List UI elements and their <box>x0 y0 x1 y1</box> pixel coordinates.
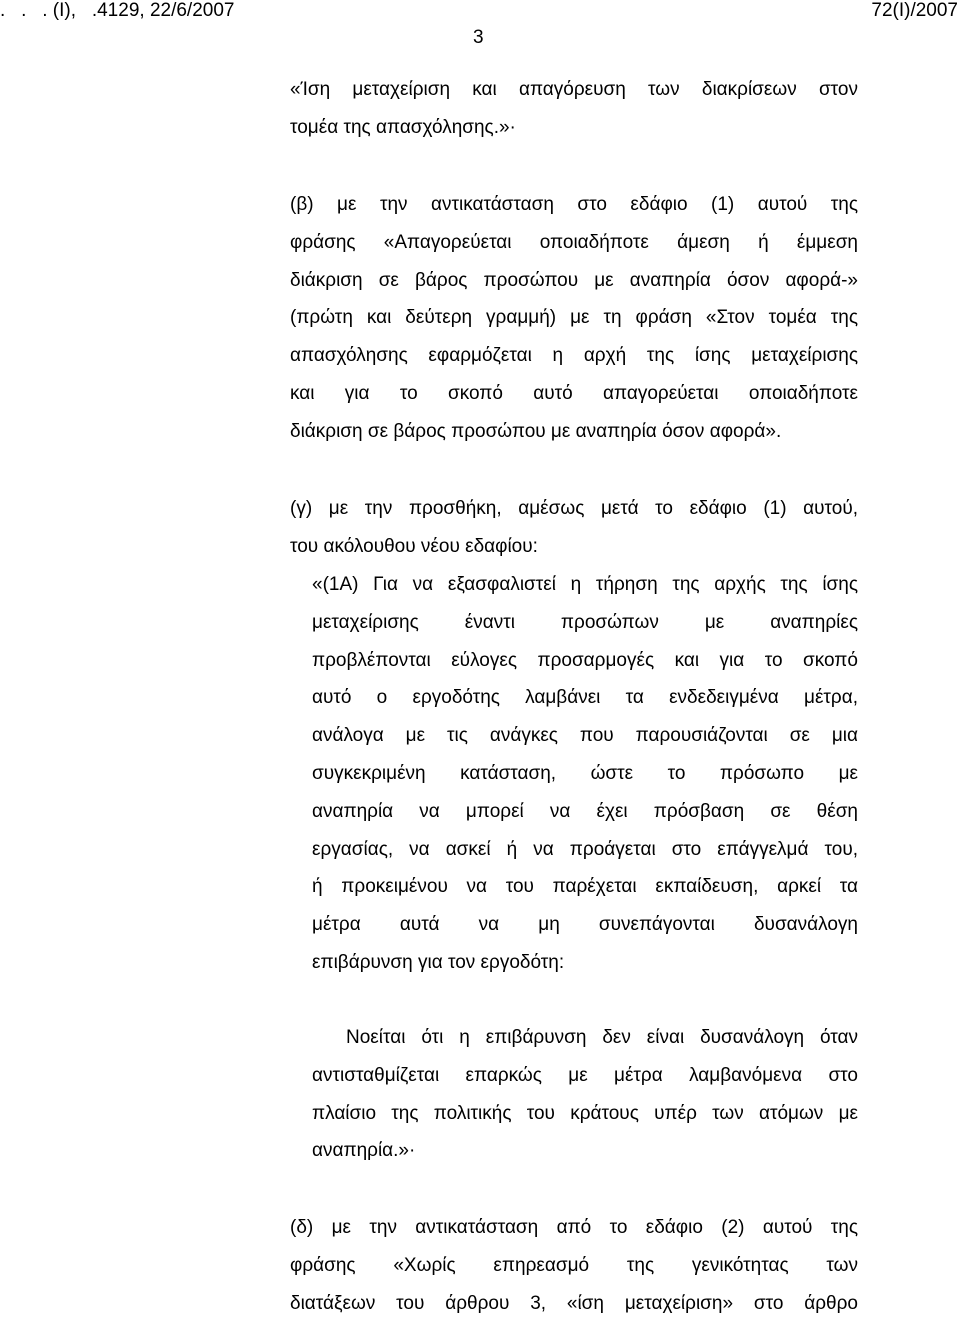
text-line: (γ) με την προσθήκη, αμέσως μετά το εδάφιο (1) αυτού, <box>290 498 858 519</box>
text-line: (δ) με την αντικατάσταση από το εδάφιο (2) αυτού της <box>290 1217 858 1238</box>
text-line: ανάλογα με τις ανάγκες που παρουσιάζονται σε μια <box>312 725 858 747</box>
paragraph-title-quote <box>290 71 858 147</box>
text-line: και για το σκοπό αυτό απαγορεύεται οποιαδήποτε <box>290 382 858 404</box>
page-number: 3 <box>473 27 484 48</box>
text-line: «(1Α) Για να εξασφαλιστεί η τήρηση της αρχής της ίσης <box>312 574 858 595</box>
text-line: αναπηρία.»· <box>312 1140 416 1162</box>
paragraph-c <box>290 490 858 566</box>
paragraph-d <box>290 1209 858 1322</box>
text-line: του ακόλουθου νέου εδαφίου: <box>290 535 538 557</box>
text-line: μέτρα αυτά να μη συνεπάγονται δυσανάλογη <box>312 914 858 936</box>
text-line: αυτό ο εργοδότης λαμβάνει τα ενδεδειγμένα μέτρα, <box>312 687 858 709</box>
header-left: . . . (Ι), .4129, 22/6/2007 <box>0 0 235 21</box>
text-line: επιβάρυνση για τον εργοδότη: <box>312 951 565 973</box>
text-line: «Ίση μεταχείριση και απαγόρευση των διακρίσεων στον <box>290 79 858 100</box>
paragraph-proviso <box>312 1019 858 1170</box>
text-line: διάκριση σε βάρος προσώπου με αναπηρία όσον αφορά-» <box>290 269 858 291</box>
text-line: εργασίας, να ασκεί ή να προάγεται στο επάγγελμά του, <box>312 838 858 860</box>
paragraph-b <box>290 186 858 451</box>
text-line: μεταχείρισης έναντι προσώπων με αναπηρίες <box>312 611 858 633</box>
text-line: (πρώτη και δεύτερη γραμμή) με τη φράση «Στον τομέα της <box>290 307 858 329</box>
text-line: τομέα της απασχόλησης.»· <box>290 116 516 138</box>
text-line: απασχόλησης εφαρμόζεται η αρχή της ίσης μεταχείρισης <box>290 345 858 367</box>
text-line: Νοείται ότι η επιβάρυνση δεν είναι δυσανάλογη όταν <box>346 1027 858 1048</box>
text-line: προβλέπονται εύλογες προσαρμογές και για το σκοπό <box>312 649 858 671</box>
header-law-number: 72(I)/2007 <box>871 0 958 21</box>
text-line: διατάξεων του άρθρου 3, «ίση μεταχείριση» στο άρθρο <box>290 1292 858 1314</box>
text-line: αναπηρία να μπορεί να έχει πρόσβαση σε θέση <box>312 800 858 822</box>
text-line: διάκριση σε βάρος προσώπου με αναπηρία όσον αφορά». <box>290 420 782 442</box>
text-line: πλαίσιο της πολιτικής του κράτους υπέρ των ατόμων με <box>312 1102 858 1124</box>
text-line: συγκεκριμένη κατάσταση, ώστε το πρόσωπο με <box>312 762 858 784</box>
text-line: (β) με την αντικατάσταση στο εδάφιο (1) αυτού της <box>290 194 858 215</box>
text-line: φράσης «Απαγορεύεται οποιαδήποτε άμεση ή έμμεση <box>290 231 858 253</box>
text-line: αντισταθμίζεται επαρκώς με μέτρα λαμβανόμενα στο <box>312 1064 858 1086</box>
text-line: ή προκειμένου να του παρέχεται εκπαίδευση, αρκεί τα <box>312 876 858 898</box>
paragraph-new-subsection-1a <box>312 566 858 982</box>
text-line: φράσης «Χωρίς επηρεασμό της γενικότητας των <box>290 1254 858 1276</box>
